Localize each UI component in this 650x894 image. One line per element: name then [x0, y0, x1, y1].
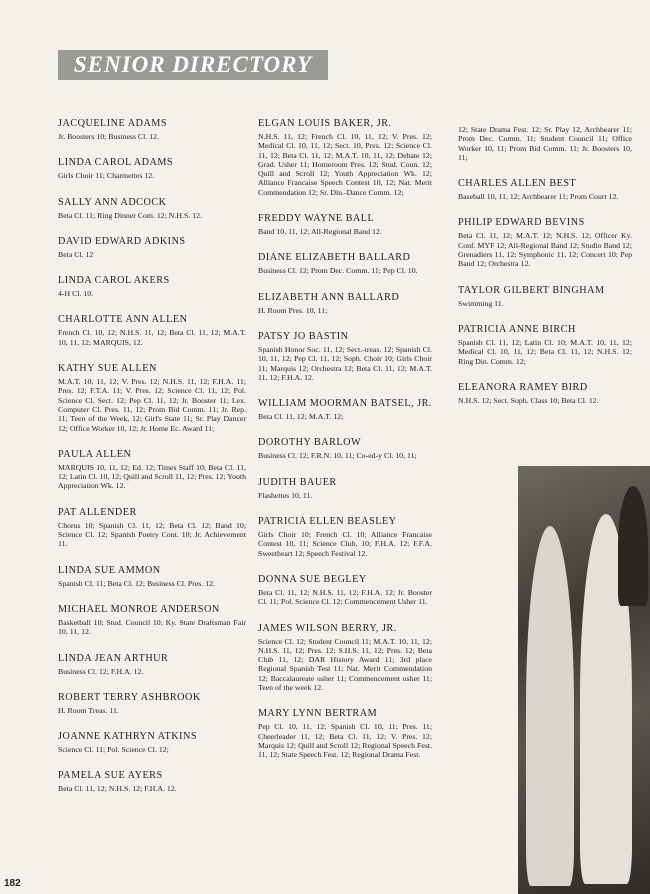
student-name: MICHAEL MONROE ANDERSON: [58, 603, 220, 615]
student-activities: Beta Cl. 11, 12; M.A.T. 12;: [258, 412, 344, 422]
student-name: LINDA CAROL AKERS: [58, 275, 170, 287]
directory-entry: [258, 708, 432, 759]
student-name: JOANNE KATHRYN ATKINS: [58, 731, 197, 743]
student-name: PATRICIA ANNE BIRCH: [458, 323, 576, 335]
student-activities: Girls Choir 10; French Cl. 10; Alliance Francaise Contest 10, 11; Science Club, 10; F.H.A. 12; F.F.A. Sweetheart 12; Speech Festival 12.: [258, 530, 432, 558]
student-name: PAT ALLENDER: [58, 506, 137, 518]
student-name: DAVID EDWARD ADKINS: [58, 235, 186, 247]
students-photo: [518, 466, 650, 894]
directory-entry: [58, 692, 246, 715]
student-name: PAMELA SUE AYERS: [58, 770, 163, 782]
directory-entry: [258, 398, 432, 421]
directory-entry: [458, 324, 632, 366]
directory-entry: [458, 285, 632, 308]
figure-boy-suit: [618, 486, 648, 606]
student-activities: Pep Cl. 10, 11, 12; Spanish Cl. 10, 11; Pres. 11; Cheerleader 11, 12; Beta Cl. 11, 12; V. Pres. 12; Marquis 12; Quill and Scroll 12; Regional Speech Fest. 11, 12; State Speech Fest. 12; Regional Drama Fest.: [258, 722, 432, 760]
student-activities: Baseball 10, 11, 12; Archbearer 11; Prom Court 12.: [458, 192, 619, 202]
student-activities: Spanish Honor Soc. 11, 12; Sect.-treas. 12; Spanish Cl. 10, 11, 12; Pep Cl. 11, 12; Soph. Choir 10; Girls Choir 11; Marquis 12; Orchestra 12; Beta Cl. 11, 12; M.A.T. 11, 12; F.H.A. 12.: [258, 344, 432, 382]
figure-girl-white-dress: [526, 526, 574, 886]
entry-continuation: 12; State Drama Fest. 12; Sr. Play 12, Archbearer 11; Prom Dec. Comm. 11; Student Council 11; Office Worker 10, 11; Prom Bid Comm. 11; Jr. Boosters 10, 11;: [458, 125, 632, 162]
student-name: ELGAN LOUIS BAKER, JR.: [258, 118, 392, 129]
student-name: SALLY ANN ADCOCK: [58, 196, 167, 208]
directory-entry: [58, 731, 246, 754]
student-activities: N.H.S. 11, 12; French Cl. 10, 11, 12; V. Pres. 12; Medical Cl. 10, 11, 12; Sect. 10, Pres. 12; Science Cl. 11, 12; Beta Cl. 11, 12; M.A.T. 10, 11, 12; Debate 12; Grad. Usher 11; Homeroom Pres. 12; Stud. Coun. 12; Quill and Scroll 12; Youth Appreciation Wk. 12; Alliance Francaise Speech Contest 10, 12; Nat. Merit Commendation 12; Sr. Din.-Dance Comm. 12;: [258, 132, 432, 197]
student-activities: Basketball 10; Stud. Council 10; Ky. State Draftsman Fair 10, 11, 12.: [58, 617, 246, 637]
directory-entry: [58, 604, 246, 637]
student-activities: Business Cl. 12; Prom Dec. Comm. 11; Pep Cl. 10.: [258, 266, 418, 276]
banner-title: SENIOR DIRECTORY: [73, 52, 313, 77]
directory-entry: [258, 477, 432, 500]
directory-entry: [258, 516, 432, 558]
directory-entry: [58, 118, 246, 141]
directory-entry: [58, 363, 246, 433]
student-activities: Spanish Cl. 11; Beta Cl. 12; Business Cl. Pres. 12.: [58, 578, 215, 588]
directory-entry: [258, 292, 432, 315]
student-activities: Business Cl. 12; F.H.A. 12.: [58, 666, 144, 676]
directory-entry: [58, 449, 246, 491]
student-activities: Beta Cl. 11, 12; N.H.S. 12; F.H.A. 12.: [58, 784, 177, 794]
directory-entry: [58, 507, 246, 549]
directory-column-2: [258, 118, 432, 776]
student-name: ELEANORA RAMEY BIRD: [458, 381, 588, 393]
directory-entry: [258, 331, 432, 382]
directory-entry: [58, 770, 246, 793]
student-activities: Science Cl. 11; Pol. Science Cl. 12;: [58, 745, 169, 755]
directory-entry: [58, 157, 246, 180]
student-activities: French Cl. 10, 12; N.H.S. 11, 12; Beta Cl. 11, 12; M.A.T. 10, 11, 12; MARQUIS, 12.: [58, 328, 246, 347]
directory-entry: [258, 623, 432, 693]
student-activities: Beta Cl. 12: [58, 249, 94, 259]
student-name: LINDA CAROL ADAMS: [58, 157, 174, 169]
directory-entry: [258, 574, 432, 607]
student-name: ROBERT TERRY ASHBROOK: [58, 691, 201, 703]
student-name: PATSY JO BASTIN: [258, 330, 349, 342]
student-activities: Chorus 10; Spanish Cl. 11, 12; Beta Cl. 12; Band 10; Science Cl. 12; Spanish Poetry Cont. 10; Jr. Achievement 11.: [58, 520, 246, 549]
student-name: FREDDY WAYNE BALL: [258, 213, 375, 225]
directory-entry: [258, 252, 432, 275]
student-name: DONNA SUE BEGLEY: [258, 573, 367, 585]
student-name: TAYLOR GILBERT BINGHAM: [458, 284, 605, 296]
directory-entry: [58, 236, 246, 259]
student-activities: Beta Cl. 11, 12; M.A.T. 12; N.H.S. 12; Officer Ky. Conf. MYF 12; All-Regional Band 12; Studio Band 12; Grenadiers 11, 12; Symphonic 11, 12; Concert 10; Pep Band 12; Orchestra 12.: [458, 231, 632, 269]
student-name: KATHY SUE ALLEN: [58, 363, 157, 375]
student-activities: Band 10, 11, 12; All-Regional Band 12.: [258, 227, 382, 237]
directory-column-3: [458, 125, 632, 421]
student-name: MARY LYNN BERTRAM: [258, 708, 378, 720]
student-activities: Flashettes 10, 11.: [258, 490, 313, 500]
student-name: LINDA SUE AMMON: [58, 564, 161, 576]
student-activities: Business Cl. 12; F.R.N. 10, 11; Co-ed-y Cl. 10, 11;: [258, 451, 417, 461]
directory-entry: [58, 314, 246, 347]
student-activities: Beta Cl. 11, 12; N.H.S. 11, 12; F.H.A. 12; Jr. Booster Cl. 11; Pol. Science Cl. 12; Commencement Usher 11.: [258, 587, 432, 607]
student-activities: 4-H Cl. 10.: [58, 289, 94, 299]
student-name: CHARLOTTE ANN ALLEN: [58, 314, 188, 326]
directory-entry: [458, 217, 632, 268]
student-name: JUDITH BAUER: [258, 476, 337, 488]
student-activities: Swimming 11.: [458, 298, 504, 308]
student-activities: Beta Cl. 11; Ring Dinner Com. 12; N.H.S. 12.: [58, 210, 202, 220]
directory-entry: [58, 565, 246, 588]
student-name: JAMES WILSON BERRY, JR.: [258, 622, 397, 634]
directory-column-1: [58, 118, 246, 810]
page-number: 182: [4, 878, 21, 889]
section-banner: [58, 50, 328, 80]
directory-entry: [458, 382, 632, 405]
student-activities: Spanish Cl. 11, 12; Latin Cl. 10; M.A.T. 10, 11, 12; Medical Cl. 10, 11, 12; Beta Cl. 11, 12; N.H.S. 12; Ring Din. Comm. 12;: [458, 337, 632, 366]
directory-entry: [258, 213, 432, 236]
continued-entry: [458, 125, 632, 162]
directory-entry: [458, 178, 632, 201]
student-activities: MARQUIS 10, 11, 12; Ed. 12; Times Staff 10; Beta Cl. 11, 12; Latin Cl. 10, 12; Quill and Scroll 11, 12; Pres. 12; Youth Appreciation Wk. 12.: [58, 462, 246, 491]
student-name: PHILIP EDWARD BEVINS: [458, 217, 585, 229]
student-name: LINDA JEAN ARTHUR: [58, 652, 169, 664]
student-name: ELIZABETH ANN BALLARD: [258, 291, 400, 303]
student-activities: H. Room Treas. 11.: [58, 705, 119, 715]
student-activities: Girls Choir 11; Charmettes 12.: [58, 171, 155, 181]
directory-entry: [258, 437, 432, 460]
student-name: CHARLES ALLEN BEST: [458, 178, 577, 190]
student-name: WILLIAM MOORMAN BATSEL, JR.: [258, 398, 432, 410]
student-name: JACQUELINE ADAMS: [58, 118, 168, 129]
student-name: DOROTHY BARLOW: [258, 437, 362, 449]
student-activities: M.A.T. 10, 11, 12; V. Pres. 12; N.H.S. 11, 12; F.H.A. 11; Pres. 12; F.T.A. 11; V. Pres. 12; Science Cl. 11, 12; Pol. Science Cl. Sect. 12; Pep Cl. 11, 12; Jr. Booster 11; Lex. Computer Cl. Pres. 11, 12; Prom Bid Comm. 11; Jr. Rep. 11; Teen of the Week, 12; Girl's State 11; Sr. Play Dancer 12; Office Worker 10, 12; Jr. Home Ec. Award 11;: [58, 377, 246, 433]
student-activities: Jr. Boosters 10; Business Cl. 12.: [58, 132, 159, 141]
student-activities: H. Room Pres. 10, 11;: [258, 305, 328, 315]
directory-entry: [58, 275, 246, 298]
student-activities: N.H.S. 12; Sect. Soph. Class 10; Beta Cl. 12.: [458, 395, 599, 405]
directory-entry: [258, 118, 432, 197]
directory-entry: [58, 653, 246, 676]
student-name: DIANE ELIZABETH BALLARD: [258, 252, 411, 264]
directory-entry: [58, 197, 246, 220]
student-name: PAULA ALLEN: [58, 448, 132, 460]
student-activities: Science Cl. 12; Student Council 11; M.A.T. 10, 11, 12; N.H.S. 11, 12; Pres. 12; S.H.S. 11, 12; Pres. 12; Beta Club 11, 12; DAR History Award 11; 3rd place Regional Spanish Test 11; Nat. Merit Commendation 12; Baccalaureate usher 11; Commencement usher 11; Teen of the week 12.: [258, 636, 432, 693]
student-name: PATRICIA ELLEN BEASLEY: [258, 516, 397, 528]
